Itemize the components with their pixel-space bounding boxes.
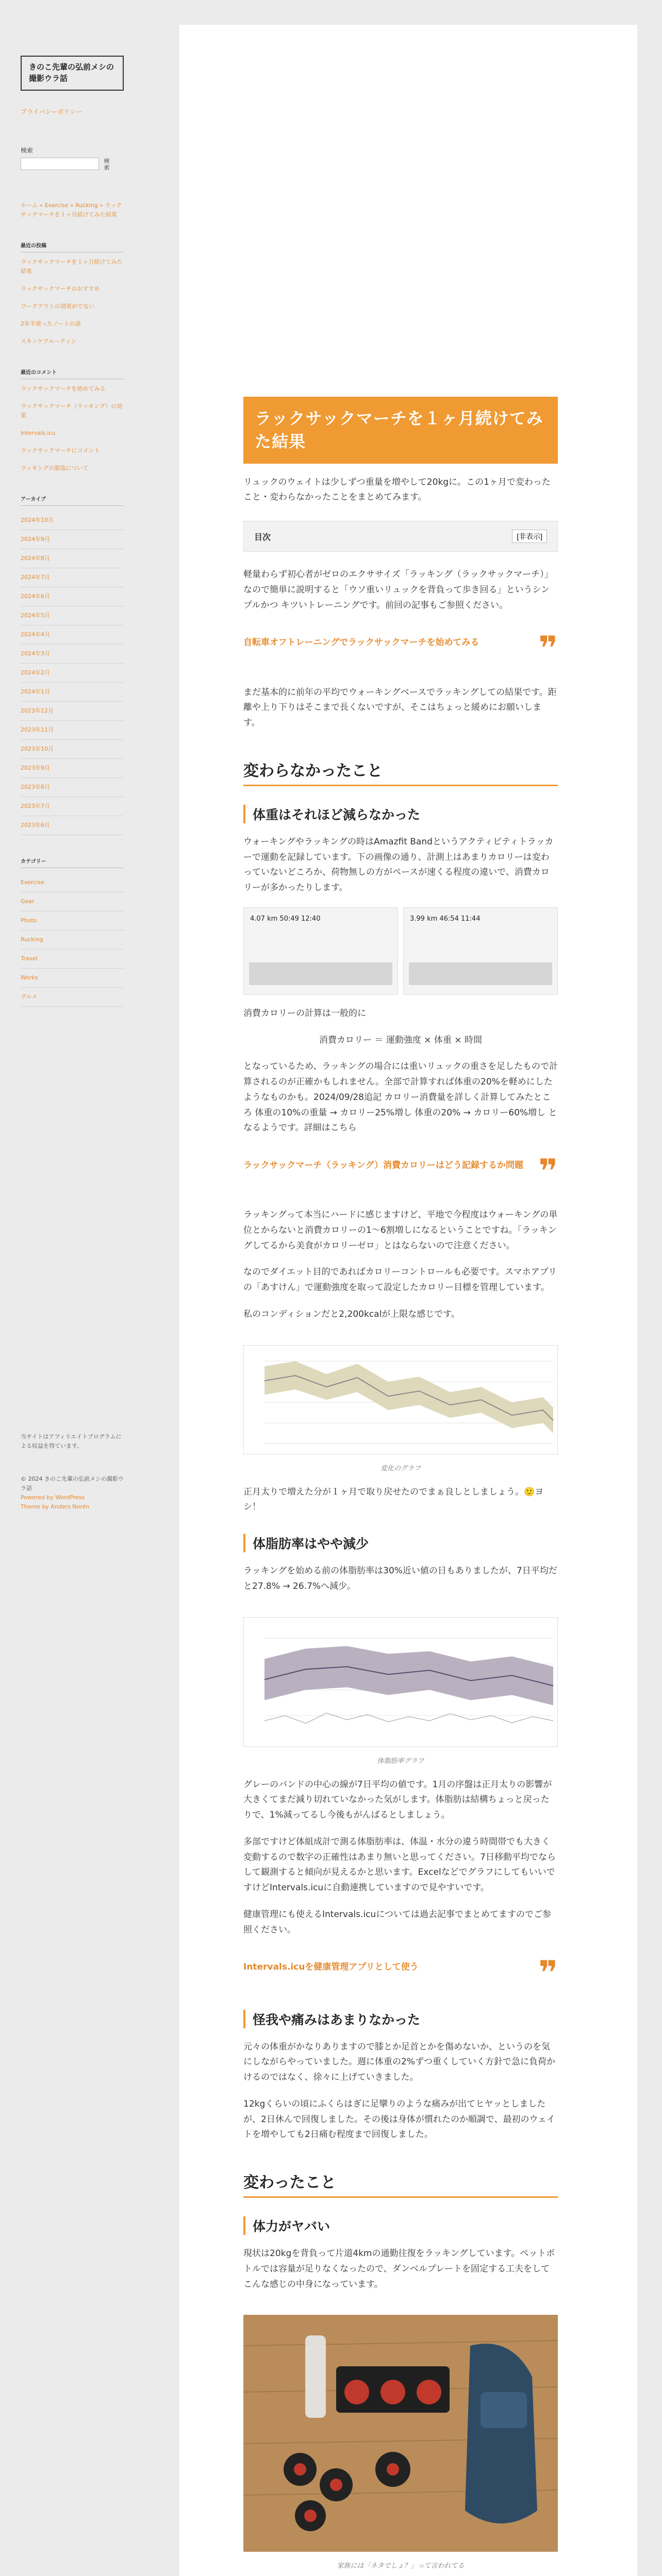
heading-weight: 体重はそれほど減らなかった [243, 805, 558, 823]
article [243, 25, 558, 2576]
photo-caption: 家族には「ネタでしょ？」って言われてる [337, 2562, 465, 2570]
table-of-contents [243, 521, 558, 552]
tracker-screenshots [243, 907, 558, 995]
map-thumbnail [249, 962, 392, 985]
tracker-stats: 4.07 km 50:49 12:40 [250, 914, 321, 923]
related-post-title: 自転車オフトレーニングでラックサックマーチを始めてみる [243, 637, 479, 648]
recent-comment-link[interactable]: ラックサックマーチにコメント [21, 447, 100, 454]
archive-link[interactable]: 2023年10月 [21, 745, 54, 752]
affiliate-note: 当サイトはアフィリエイトプログラムによる収益を得ています。 [21, 1433, 122, 1449]
related-post-card[interactable] [243, 1153, 558, 1191]
archive-link[interactable]: 2024年10月 [21, 516, 54, 523]
main-content [179, 25, 637, 2576]
paragraph: 12kgくらいの頃にふくらはぎに足攣りのような痛みが出てヒヤッとしましたが、2日休んで回復しました。その後は身体が慣れたのか順調で、最初のウェイトを増やしても2日痛む程度まで回復しました。 [243, 2098, 555, 2140]
category-link[interactable]: Photo [21, 917, 37, 924]
backpack-contents-photo [243, 2315, 558, 2552]
paragraph: グレーのバンドの中心の線が7日平均の値です。1月の序盤は正月太りの影響が大きくてまだ減り切れていなかった気がします。体脂肪は結構ちょっと戻ったりで、1%減ってるし今後もがんばるとしましょう。 [243, 1779, 552, 1821]
archives-title: アーカイブ [21, 495, 124, 506]
archive-link[interactable]: 2023年6月 [21, 821, 50, 828]
heading-unchanged: 変わらなかったこと [243, 758, 558, 786]
archive-link[interactable]: 2024年1月 [21, 688, 50, 695]
search-input[interactable] [21, 158, 99, 170]
category-link[interactable]: Works [21, 974, 38, 981]
privacy-policy-link[interactable]: プライバシーポリシー [21, 108, 82, 115]
sidebar-inner [21, 56, 124, 1007]
recent-comment-link[interactable]: ラックサックマーチを始めてみる [21, 385, 106, 392]
paragraph: ラッキングって本当にハードに感じますけど、平地で今程度はウォーキングの単位とからないと消費カロリーの1〜6割増しになるということですね。「ラッキングしてるから美食がカロリーゼロ」とはならないので注意ください。 [243, 1210, 558, 1251]
category-link[interactable]: Rucking [21, 936, 43, 943]
category-link[interactable]: Gear [21, 897, 35, 905]
category-link[interactable]: Travel [21, 955, 38, 962]
paragraph: なのでダイエット目的であればカロリーコントロールも必要です。スマホアプリの「あすけん」で運動強度を取って設定したカロリー目標を管理しています。 [243, 1267, 557, 1293]
theme-credit-link[interactable]: Theme by Anders Norén [21, 1503, 90, 1510]
article-intro: リュックのウェイトは少しずつ重量を増やして20kgに。この1ヶ月で変わったこと・変わらなかったことをまとめてみます。 [243, 477, 551, 503]
archive-link[interactable]: 2024年5月 [21, 612, 50, 619]
archive-link[interactable]: 2024年9月 [21, 535, 50, 543]
quote-icon: ❞ [538, 630, 558, 668]
paragraph: ラッキングを始める前の体脂肪率は30%近い値の日もありましたが、7日平均だと27.8% → 26.7%へ減少。 [243, 1566, 557, 1591]
paragraph: 軽量わらず初心者がゼロのエクササイズ「ラッキング（ラックサックマーチ）」なので簡単に説明すると「ウソ重いリュックを背負って歩き回る」というシンプルかつ キツいトレーニングです。前回の記事もご参照ください。 [243, 569, 553, 611]
paragraph: まだ基本的に前年の平均でウォーキングベースでラッキングしての結果です。距離や上り下りはそこまで長くないですが、そこはちょっと緩めにお願いします。 [243, 687, 557, 728]
recent-post-link[interactable]: 2年半使ったノートの話 [21, 320, 81, 327]
recent-comments-title: 最近のコメント [21, 368, 124, 379]
archive-link[interactable]: 2023年12月 [21, 707, 54, 714]
recent-post-link[interactable]: ラックサックマーチのおすすめ [21, 285, 100, 292]
breadcrumb[interactable]: ホーム » Exercise » Rucking » ラックサックマーチを１ヶ月続けてみた結果 [21, 201, 122, 218]
archive-link[interactable]: 2024年7月 [21, 573, 50, 581]
copyright: © 2024 きのこ先輩の弘前メシの撮影ウラ話 [21, 1476, 124, 1492]
related-post-title: ラックサックマーチ（ラッキング）消費カロリーはどう記録するか問題 [243, 1160, 523, 1171]
category-link[interactable]: グルメ [21, 993, 38, 1000]
quote-icon: ❞ [538, 1153, 558, 1191]
categories-title: カテゴリー [21, 857, 124, 868]
archive-link[interactable]: 2023年11月 [21, 726, 54, 733]
sidebar [0, 0, 179, 2576]
search-label: 検索 [21, 146, 34, 154]
paragraph: 元々の体重がかなりありますので膝とか足首とかを傷めないか、というのを気にしながらやっていました。週に体重の2%ずつ重くしていく方針で急に負荷かけるのではなく、徐々に上げていきました。 [243, 2041, 555, 2083]
chart-caption: 変化のグラフ [380, 1464, 421, 1472]
recent-comments-widget [21, 368, 124, 473]
tracker-screenshot-rucking [403, 907, 558, 995]
body-fat-chart [243, 1617, 558, 1747]
recent-comment-link[interactable]: Intervals.icu [21, 429, 56, 436]
toc-toggle-button[interactable]: [非表示] [512, 530, 547, 543]
category-link[interactable]: Exercise [21, 878, 44, 886]
paragraph: 正月太りで増えた分が１ヶ月で取り戻せたのでまぁ良しとしましょう。🙂ヨシ！ [243, 1486, 544, 1513]
site-title[interactable]: きのこ先輩の弘前メシの撮影ウラ話 [21, 56, 124, 91]
archive-link[interactable]: 2024年3月 [21, 650, 50, 657]
search-form [21, 158, 124, 171]
archive-link[interactable]: 2024年4月 [21, 631, 50, 638]
recent-comment-link[interactable]: ラッキングの服装について [21, 464, 89, 471]
recent-posts-widget [21, 241, 124, 346]
article-title: ラックサックマーチを１ヶ月続けてみた結果 [243, 397, 558, 464]
paragraph: 現状は20kgを背負って片道4kmの通勤往復をラッキングしています。ペットボトルでは容量が足りなくなったので、ダンベルプレートを固定する工夫をしてこんな感じの中身になっています。 [243, 2248, 555, 2290]
related-post-card[interactable] [243, 630, 558, 668]
recent-post-link[interactable]: ワークアウトの効果がでない [21, 302, 94, 310]
heading-changed: 変わったこと [243, 2170, 558, 2198]
related-post-title: Intervals.icuを健康管理アプリとして使う [243, 1962, 419, 1973]
map-thumbnail [409, 962, 552, 985]
tracker-screenshot-walking [243, 907, 398, 995]
paragraph: 私のコンディションだと2,200kcalが上限な感じです。 [243, 1309, 460, 1319]
archive-link[interactable]: 2023年7月 [21, 802, 50, 809]
archives-widget [21, 495, 124, 835]
heading-pain: 怪我や痛みはあまりなかった [243, 2010, 558, 2028]
archive-link[interactable]: 2023年9月 [21, 764, 50, 771]
paragraph: 消費カロリーの計算は一般的に [243, 1008, 366, 1019]
site-footer [21, 1432, 124, 1512]
tracker-stats: 3.99 km 46:54 11:44 [410, 914, 481, 923]
related-post-card[interactable] [243, 1954, 558, 1993]
search-button[interactable]: 検索 [104, 157, 110, 171]
archive-link[interactable]: 2024年2月 [21, 669, 50, 676]
recent-comment-link[interactable]: ラックサックマーチ（ラッキング）の効果 [21, 402, 123, 419]
paragraph: 多部ですけど体組成計で測る体脂肪率は、体温・水分の違う時間帯でも大きく変動するので数字の正確性はあまり無いと思ってください。7日移動平均でならして観測すると傾向が見えるかと思います。ExcelなどでグラフにしてもいいですけどIntervals.icuに自動連携していますので見やすいです。 [243, 1836, 556, 1893]
powered-by-link[interactable]: Powered by WordPress [21, 1494, 85, 1501]
paragraph: ウォーキングやラッキングの時はAmazfit Bandというアクティビティトラッカーで運動を記録しています。下の画像の通り、計測上はあまりカロリーは変わっていないどころか、荷物無しの方がペースが速くる程度の違いで、消費カロリーが多かったりします。 [243, 836, 554, 893]
heading-strength: 体力がヤバい [243, 2216, 558, 2235]
recent-post-link[interactable]: ラックサックマーチを１ヶ月続けてみた結果 [21, 258, 123, 275]
toc-label: 目次 [254, 532, 271, 542]
weight-chart [243, 1345, 558, 1454]
formula: 消費カロリー ＝ 運動強度 × 体重 × 時間 [319, 1035, 482, 1045]
archive-link[interactable]: 2024年8月 [21, 554, 50, 562]
heading-body-fat: 体脂肪率はやや減少 [243, 1534, 558, 1552]
recent-posts-title: 最近の投稿 [21, 241, 124, 252]
paragraph: 健康管理にも使えるIntervals.icuについては過去記事でまとめてますのでご参照ください。 [243, 1909, 551, 1935]
quote-icon: ❞ [538, 1954, 558, 1993]
archive-link[interactable]: 2023年8月 [21, 783, 50, 790]
recent-post-link[interactable]: スキンケアルーティン [21, 337, 77, 345]
paragraph: となっているため、ラッキングの場合には重いリュックの重さを足したもので計算されるのが正確かもしれません。全部で計算すれば体重の20%を軽めにしたようなものかも。2024/09/28追記 カロリー消費量を詳しく計算してみたところ 体重の10%の重量 → カロリー25%増し 体重の20% → カロリー60%増し となるようです。詳細はこちら [243, 1061, 558, 1133]
categories-widget [21, 857, 124, 1007]
archive-link[interactable]: 2024年6月 [21, 592, 50, 600]
chart-caption: 体脂肪率グラフ [377, 1757, 424, 1765]
